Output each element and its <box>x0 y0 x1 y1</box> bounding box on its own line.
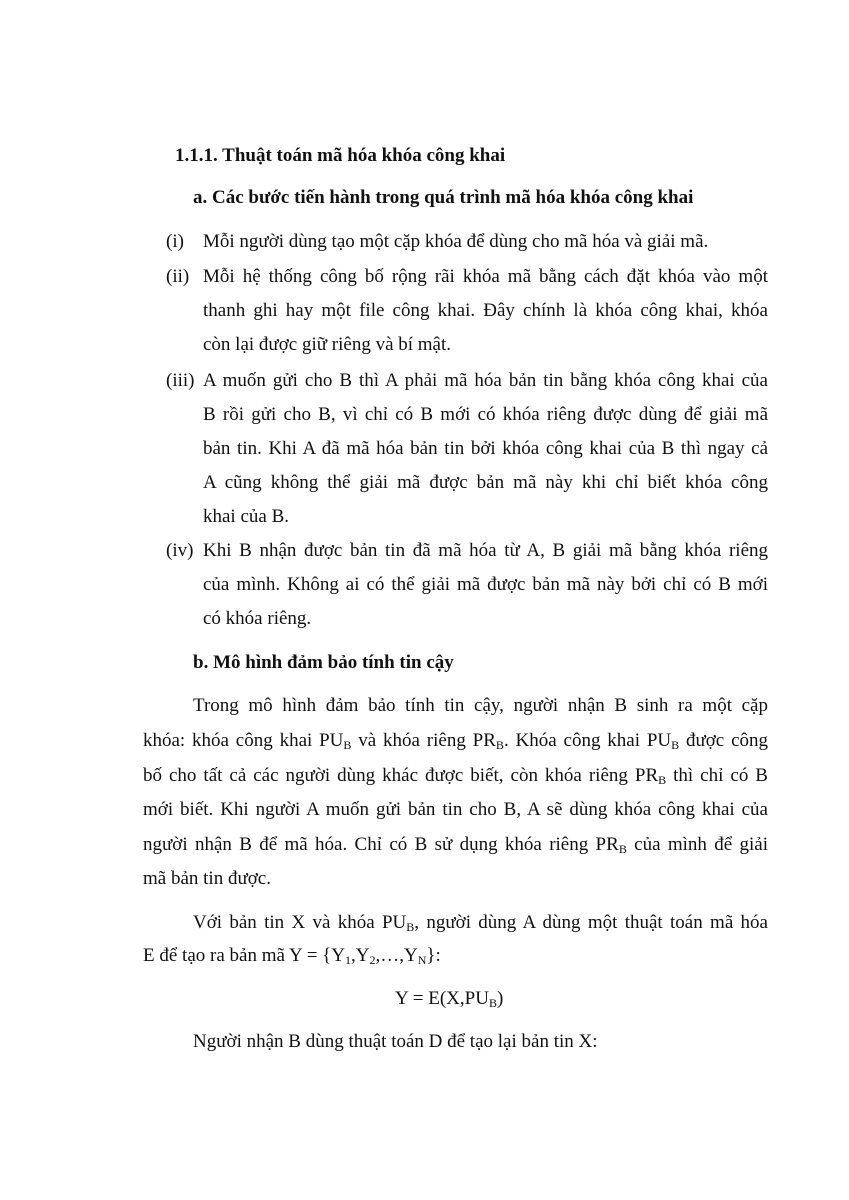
list-marker: (ii) <box>166 266 190 287</box>
paragraph-line: người nhận B để mã hóa. Chỉ có B sử dụng khóa riêng $PR_B$ của mình để giải <box>143 834 768 856</box>
paragraph-line: E để tạo ra bản mã $Y = \{Y_1,Y_2,\dots,Y_N\}$: <box>143 945 441 967</box>
paragraph-line: Trong mô hình đảm bảo tính tin cậy, người nhận B sinh ra một cặp <box>193 695 768 716</box>
section-title: 1.1.1. Thuật toán mã hóa khóa công khai <box>175 145 506 166</box>
paragraph-line: khóa: khóa công khai $PU_B$ và khóa riêng $PR_B$. Khóa công khai $PU_B$ được công <box>143 730 769 752</box>
list-marker: (iv) <box>166 540 194 561</box>
paragraph-line: mã bản tin được. <box>143 868 271 889</box>
list-item-line: Mỗi hệ thống công bố rộng rãi khóa mã bằng cách đặt khóa vào một <box>203 266 768 287</box>
list-marker: (i) <box>166 231 184 252</box>
formula: $Y = E(X,PU_B)$ <box>395 988 504 1010</box>
list-item-line: Mỗi người dùng tạo một cặp khóa để dùng cho mã hóa và giải mã. <box>203 231 709 252</box>
paragraph-line: Với bản tin X và khóa $PU_B$, người dùng A dùng một thuật toán mã hóa <box>193 912 768 934</box>
list-item-line: còn lại được giữ riêng và bí mật. <box>203 334 452 355</box>
list-item-line: có khóa riêng. <box>203 608 312 629</box>
list-item-line: Khi B nhận được bản tin đã mã hóa từ A, B giải mã bằng khóa riêng <box>203 540 768 561</box>
paragraph-line: bố cho tất cả các người dùng khác được biết, còn khóa riêng $PR_B$ thì chỉ có B <box>143 765 768 787</box>
list-item-line: thanh ghi hay một file công khai. Đây chính là khóa công khai, khóa <box>203 300 768 321</box>
subsection-b-title: b. Mô hình đảm bảo tính tin cậy <box>193 652 454 673</box>
list-marker: (iii) <box>166 370 195 391</box>
list-item-line: bản tin. Khi A đã mã hóa bản tin bởi khóa công khai của B thì ngay cả <box>203 438 768 459</box>
list-item-line: A cũng không thể giải mã được bản mã này khi chỉ biết khóa công <box>203 472 768 493</box>
list-item-line: A muốn gửi cho B thì A phải mã hóa bản tin bằng khóa công khai của <box>203 370 768 391</box>
list-item-line: khai của B. <box>203 506 290 527</box>
list-item-line: của mình. Không ai có thể giải mã được bản mã này bởi chỉ có B mới <box>203 574 768 595</box>
subsection-a-title: a. Các bước tiến hành trong quá trình mã hóa khóa công khai <box>193 187 694 208</box>
list-item-line: B rồi gửi cho B, vì chỉ có B mới có khóa riêng được dùng để giải mã <box>203 404 768 425</box>
paragraph-line: Người nhận B dùng thuật toán D để tạo lại bản tin X: <box>193 1031 598 1052</box>
paragraph-line: mới biết. Khi người A muốn gửi bản tin cho B, A sẽ dùng khóa công khai của <box>143 799 768 820</box>
